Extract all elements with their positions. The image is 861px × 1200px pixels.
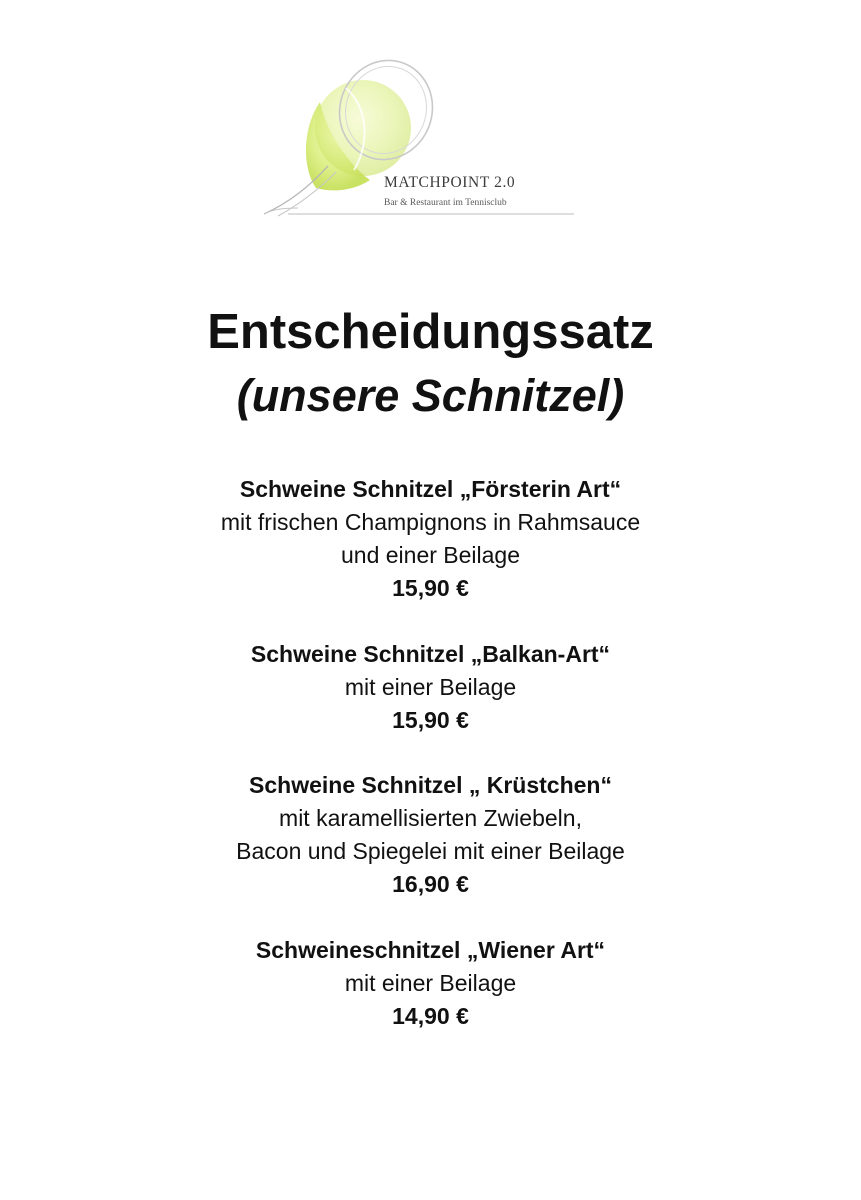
dish-description: mit einer Beilage — [344, 674, 517, 700]
dish-name: Schweineschnitzel „Wiener Art“ — [255, 937, 606, 963]
dish-item — [0, 638, 861, 737]
dish-name: Schweine Schnitzel „Försterin Art“ — [239, 476, 622, 502]
restaurant-logo — [258, 48, 580, 220]
dish-price: 15,90 € — [392, 575, 469, 601]
dish-description: mit frischen Champignons in Rahmsauce — [220, 509, 641, 535]
logo-name: MATCHPOINT 2.0 — [384, 174, 516, 191]
logo-tagline: Bar & Restaurant im Tennisclub — [384, 198, 507, 208]
dish-item — [0, 934, 861, 1033]
dish-price: 14,90 € — [392, 1003, 469, 1029]
dish-description: mit einer Beilage — [344, 970, 517, 996]
dish-price: 15,90 € — [392, 707, 469, 733]
menu-title: Entscheidungssatz — [207, 305, 654, 359]
dish-item — [0, 769, 861, 901]
dish-name: Schweine Schnitzel „Balkan-Art“ — [250, 641, 611, 667]
dish-item — [0, 473, 861, 605]
tennis-ball-racket-icon — [258, 48, 580, 220]
dish-description: mit karamellisierten Zwiebeln, — [279, 805, 582, 831]
dish-description: Bacon und Spiegelei mit einer Beilage — [236, 838, 625, 864]
menu-subtitle: (unsere Schnitzel) — [236, 370, 625, 421]
dish-price: 16,90 € — [392, 871, 469, 897]
dish-name: Schweine Schnitzel „ Krüstchen“ — [249, 772, 612, 798]
dish-description: und einer Beilage — [340, 542, 521, 568]
